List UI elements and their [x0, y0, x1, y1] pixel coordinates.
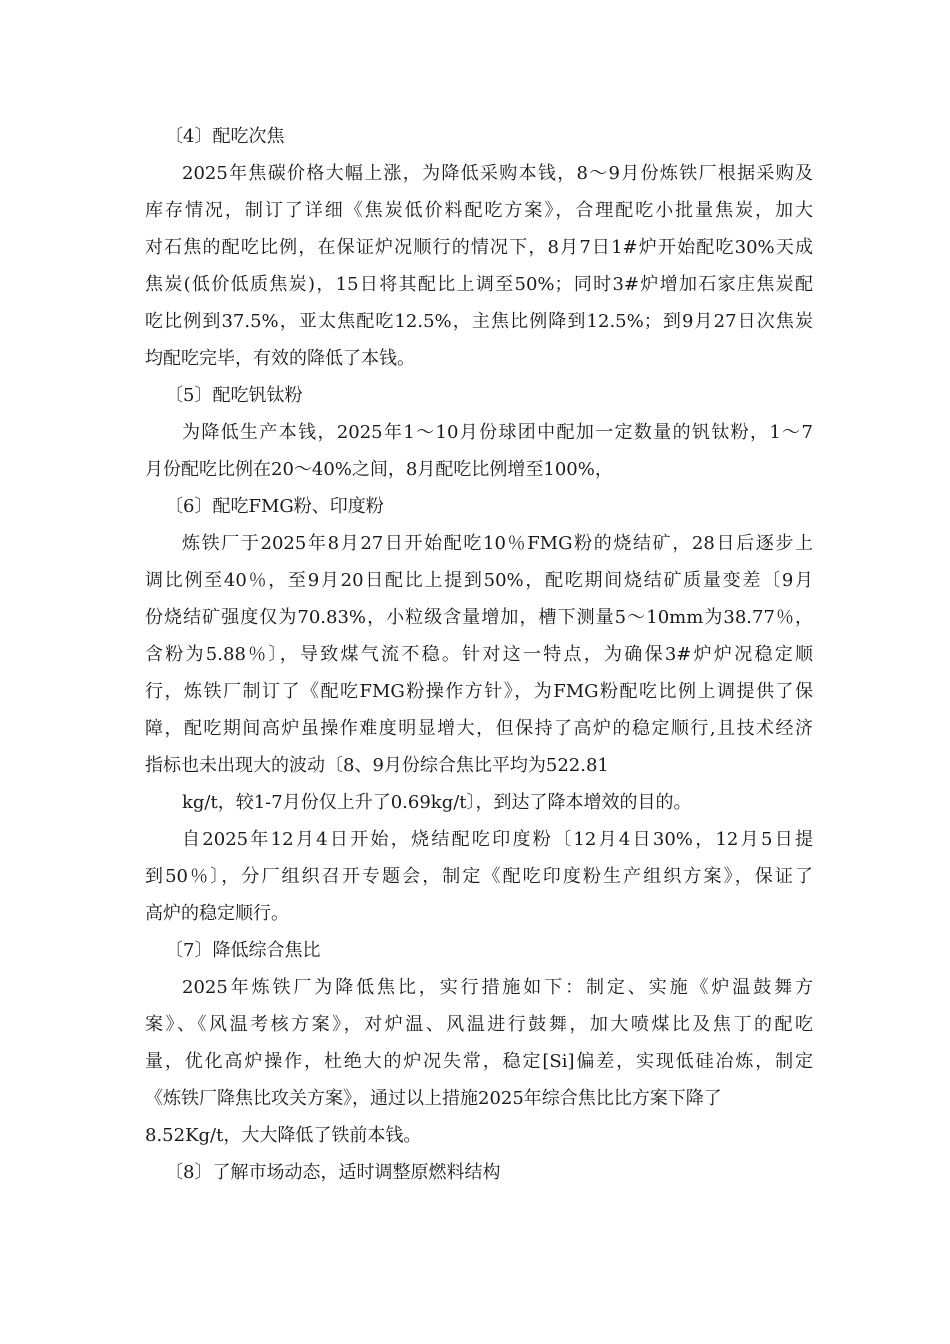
paragraph-line: 月份配吃比例在20～40%之间，8月配吃比例增至100%，: [145, 459, 613, 480]
paragraph-line: 焦炭(低价低质焦炭)，15日将其配比上调至50%；同时3#炉增加石家庄焦炭配: [145, 274, 813, 295]
section-heading-6: 〔6〕配吃FMG粉、印度粉: [165, 496, 384, 517]
paragraph-line: 行，炼铁厂制订了《配吃FMG粉操作方针》，为FMG粉配吃比例上调提供了保: [145, 681, 813, 702]
paragraph-line: 炼铁厂于2025年8月27日开始配吃10％FMG粉的烧结矿，28日后逐步上: [182, 533, 813, 554]
paragraph-line: 库存情况，制订了详细《焦炭低价料配吃方案》，合理配吃小批量焦炭，加大: [145, 200, 813, 221]
paragraph-line: 8.52Kg/t，大大降低了铁前本钱。: [145, 1125, 422, 1146]
paragraph-line: 2025年焦碳价格大幅上涨，为降低采购本钱，8～9月份炼铁厂根据采购及: [182, 163, 813, 184]
paragraph-line: 案》、《风温考核方案》，对炉温、风温进行鼓舞，加大喷煤比及焦丁的配吃: [145, 1014, 813, 1035]
paragraph-line: 高炉的稳定顺行。: [145, 903, 289, 924]
paragraph-line: 自2025年12月4日开始，烧结配吃印度粉〔12月4日30%，12月5日提: [182, 829, 813, 850]
paragraph-line: 含粉为5.88％〕，导致煤气流不稳。针对这一特点，为确保3#炉炉况稳定顺: [145, 644, 813, 665]
paragraph-line: 障，配吃期间高炉虽操作难度明显增大，但保持了高炉的稳定顺行,且技术经济: [145, 718, 813, 739]
paragraph-line: 对石焦的配吃比例，在保证炉况顺行的情况下，8月7日1#炉开始配吃30%天成: [145, 237, 813, 258]
document-page: [145, 118, 813, 1191]
paragraph-line: 2025年炼铁厂为降低焦比，实行措施如下：制定、实施《炉温鼓舞方: [182, 977, 813, 998]
paragraph-line: 调比例至40％，至9月20日配比上提到50%，配吃期间烧结矿质量变差〔9月: [145, 570, 813, 591]
paragraph-line: 吃比例到37.5%，亚太焦配吃12.5%，主焦比例降到12.5%；到9月27日次焦炭: [145, 311, 813, 332]
paragraph-line: 份烧结矿强度仅为70.83%，小粒级含量增加，槽下测量5～10mm为38.77％，: [145, 607, 813, 628]
section-heading-7: 〔7〕降低综合焦比: [165, 940, 321, 961]
section-heading-5: 〔5〕配吃钒钛粉: [165, 385, 303, 406]
section-heading-4: 〔4〕配吃次焦: [165, 126, 285, 147]
paragraph-line: 指标也未出现大的波动〔8、9月份综合焦比平均为522.81: [145, 755, 609, 776]
paragraph-line: 均配吃完毕，有效的降低了本钱。: [145, 348, 415, 369]
paragraph-line: 到50％〕，分厂组织召开专题会，制定《配吃印度粉生产组织方案》，保证了: [145, 866, 813, 887]
paragraph-line: 为降低生产本钱，2025年1～10月份球团中配加一定数量的钒钛粉，1～7: [182, 422, 813, 443]
section-heading-8: 〔8〕了解市场动态，适时调整原燃料结构: [165, 1162, 501, 1183]
paragraph-line: 《炼铁厂降焦比攻关方案》，通过以上措施2025年综合焦比比方案下降了: [145, 1088, 722, 1109]
paragraph-line: 量，优化高炉操作，杜绝大的炉况失常，稳定[Si]偏差，实现低硅冶炼，制定: [145, 1051, 813, 1072]
paragraph-line: kg/t，较1-7月份仅上升了0.69kg/t〕，到达了降本增效的目的。: [182, 792, 692, 813]
